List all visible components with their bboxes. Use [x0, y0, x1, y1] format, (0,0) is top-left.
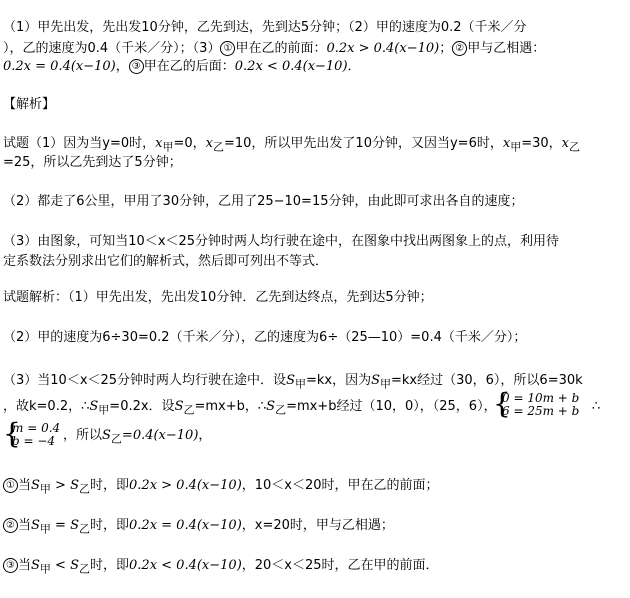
equation-system-2: { m = 0.4 b = −4 — [3, 417, 61, 450]
solution-q3-line-2: ，故k=0.2，$\therefore S_甲=0.2x$．设$S_乙=mx+b$，$\therefore S_乙=mx+b$经过（10，0），（25，6）， — [3, 399, 497, 417]
analysis-q1-line-2: =25，所以乙先到达了5分钟； — [3, 155, 182, 170]
case-1: ① 当$S_甲 > S_乙$时，即0.2x > 0.4(x−10)，10＜x＜20时，甲在乙的前面； — [3, 478, 439, 498]
analysis-heading: 【解析】 — [3, 97, 56, 112]
case-2: ② 当$S_甲 = S_乙$时，即0.2x = 0.4(x−10)，x=20时，甲与乙相遇； — [3, 518, 394, 538]
case-3: ③ 当$S_甲 < S_乙$时，即0.2x < 0.4(x−10)，20＜x＜25时，乙在甲的前面． — [3, 558, 439, 578]
solution-heading: 试题解析：（1）甲先出发，先出发10分钟．乙先到达终点，先到达5分钟； — [3, 290, 433, 305]
therefore-symbol: ∴ — [592, 399, 601, 414]
solution-q3-line-3: ，所以$S_乙=0.4(x-10)$， — [63, 428, 212, 446]
answer-line-3: 0.2x = 0.4(x−10)， ③ 甲在乙的后面：0.2x < 0.4(x−10)． — [3, 59, 361, 74]
equation-system-1: { 0 = 10m + b 6 = 25m + b — [493, 387, 580, 420]
analysis-q3-line-1: （3）由图象，可知当10＜x＜25分钟时两人均行驶在途中，在图象中找出两图象上的点，利用待 — [3, 234, 560, 249]
answer-line-2: ），乙的速度为0.4（千米／分）；（3） ① 甲在乙的前面：0.2x > 0.4(x−10)； ② 甲与乙相遇： — [3, 41, 546, 56]
answer-line-1: （1）甲先出发，先出发10分钟，乙先到达，先到达5分钟；（2）甲的速度为0.2（千米／分 — [3, 20, 527, 35]
solution-q3-line-1: （3）当10＜x＜25分钟时两人均行驶在途中．设$S_甲=kx$，因为$S_甲=kx$经过（30，6），所以6=30k — [3, 373, 583, 391]
analysis-q3-line-2: 定系数法分别求出它们的解析式，然后即可列出不等式． — [3, 254, 329, 269]
solution-q2: （2）甲的速度为6÷30=0.2（千米／分），乙的速度为6÷（25—10）=0.4（千米／分）； — [3, 330, 527, 345]
analysis-q1-line-1: 试题（1）因为当y=0时，$x_甲=0$，$x_乙=10$，所以甲先出发了10分钟，又因当y=6时，$x_甲=30$，$x_乙$ — [3, 136, 580, 154]
analysis-q2: （2）都走了6公里，甲用了30分钟，乙用了25−10=15分钟，由此即可求出各自的速度； — [3, 194, 524, 209]
